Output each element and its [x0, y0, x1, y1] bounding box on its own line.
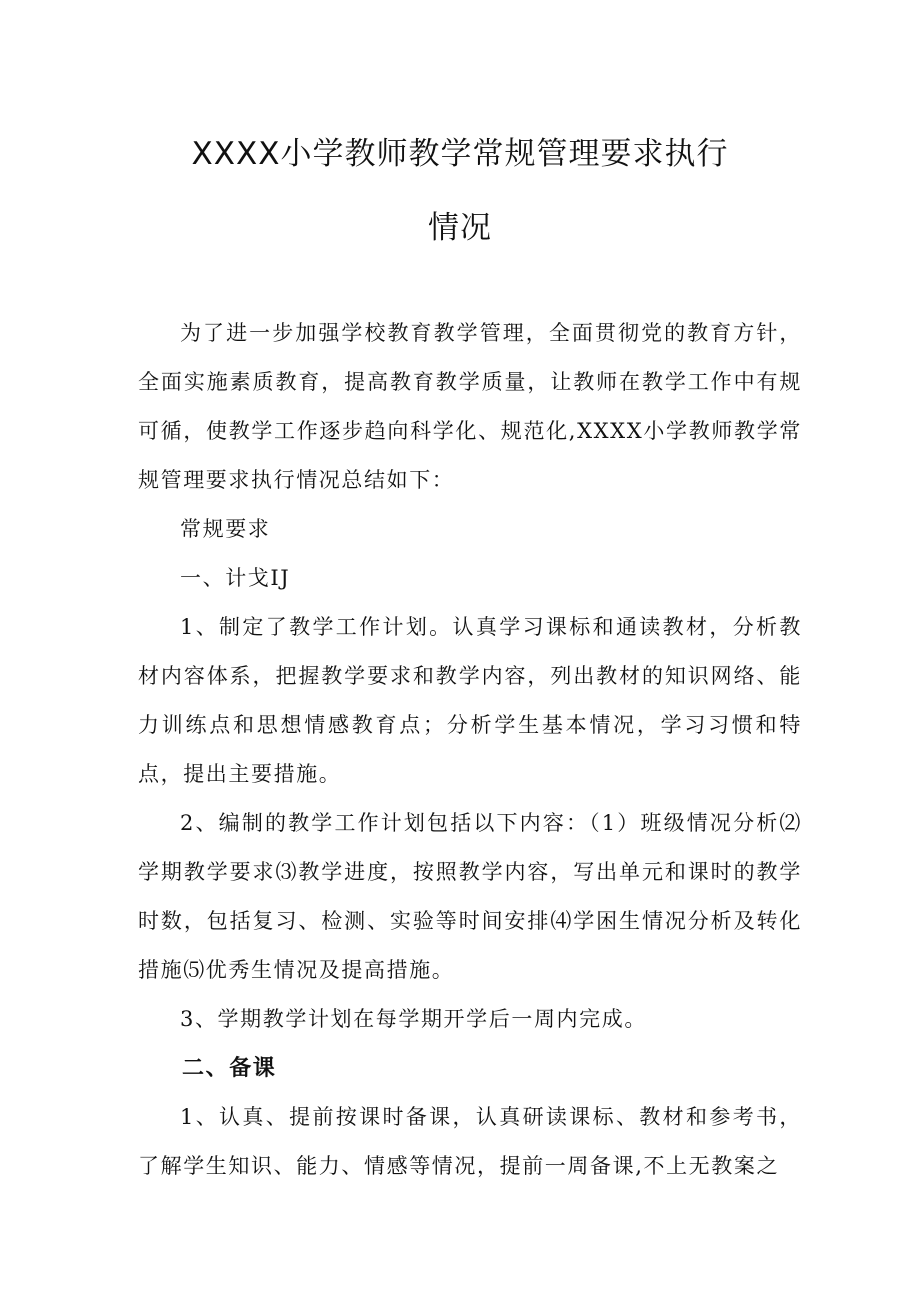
- planning-item-1: 1、制定了教学工作计划。认真学习课标和通读教材，分析教材内容体系，把握教学要求和教学内容，列出教材的知识网络、能力训练点和思想情感教育点；分析学生基本情况，学习习惯和特点，提出主要措施。: [138, 615, 802, 786]
- planning-item-2: 2、编制的教学工作计划包括以下内容：（1）班级情况分析⑵学期教学要求⑶教学进度，按照教学内容，写出单元和课时的教学时数，包括复习、检测、实验等时间安排⑷学困生情况分析及转化措施⑸优秀生情况及提高措施。: [138, 811, 802, 982]
- document-title-line-2: 情况: [428, 210, 492, 246]
- intro-paragraph: 为了进一步加强学校教育教学管理，全面贯彻党的教育方针，全面实施素质教育，提高教育教学质量，让教师在教学工作中有规可循，使教学工作逐步趋向科学化、规范化,XXXX小学教师教学常规管理要求执行情况总结如下：: [138, 321, 802, 492]
- section-heading-routine-requirements: 常规要求: [180, 517, 271, 541]
- section-heading-lesson-prep: 二、备课: [182, 1056, 277, 1081]
- section-heading-planning: 一、计戈IJ: [180, 566, 291, 590]
- lesson-prep-item-1: 1、认真、提前按课时备课，认真研读课标、教材和参考书，了解学生知识、能力、情感等情况，提前一周备课,不上无教案之: [138, 1105, 802, 1178]
- planning-item-3: 3、学期教学计划在每学期开学后一周内完成。: [180, 1007, 647, 1031]
- document-title-line-1: XXXX小学教师教学常规管理要求执行: [191, 136, 729, 172]
- document-body: [138, 309, 802, 1191]
